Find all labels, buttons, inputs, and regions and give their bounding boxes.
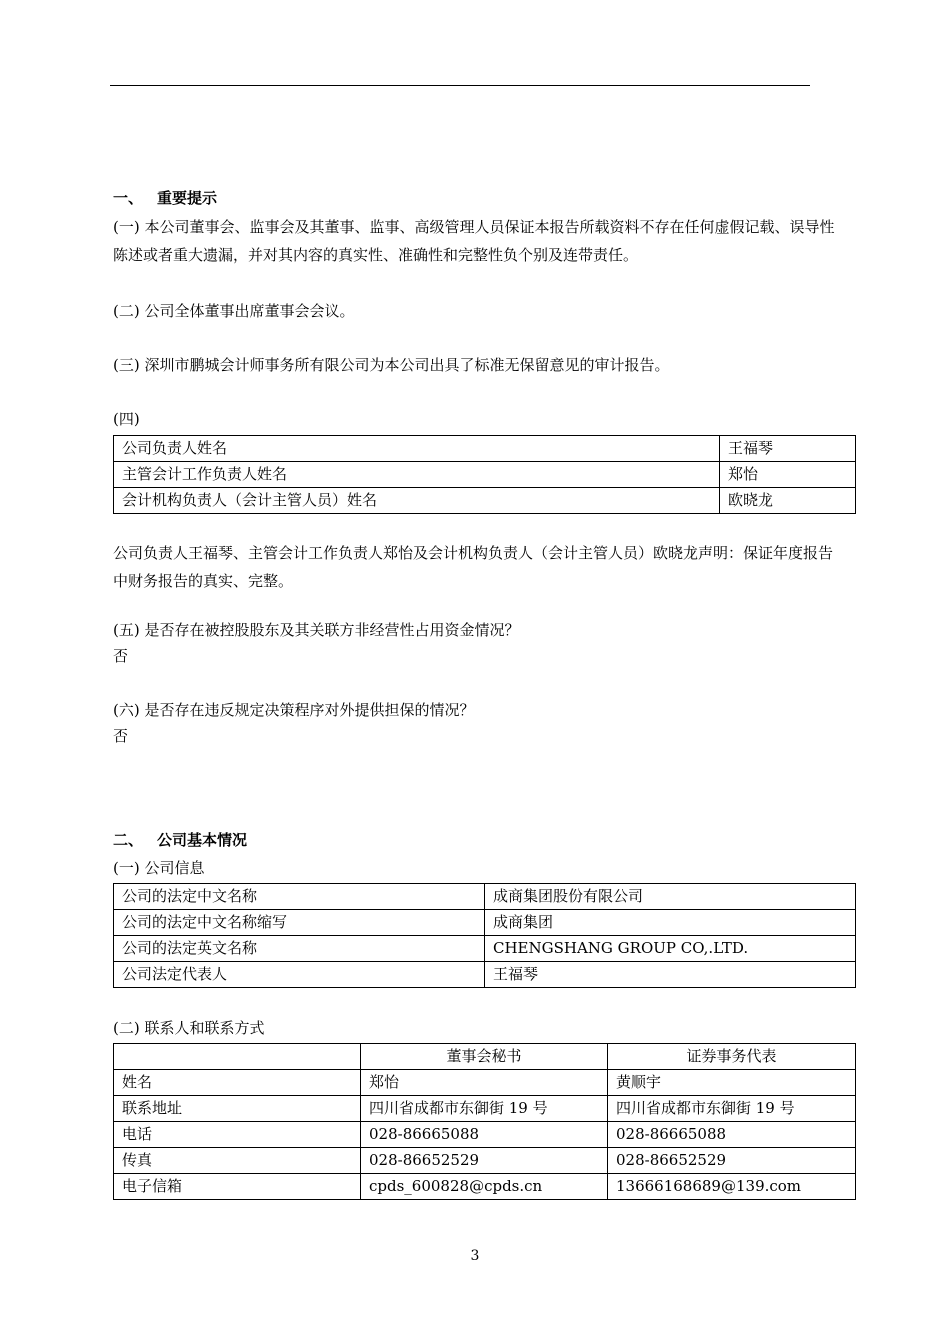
table-row	[114, 1122, 856, 1148]
table-cell-value: 王福琴	[485, 962, 856, 988]
table-cell: 电子信箱	[114, 1174, 361, 1200]
section-1-number: 一、	[113, 189, 144, 207]
table-row	[114, 488, 856, 514]
officers-statement: 公司负责人王福琴、主管会计工作负责人郑怡及会计机构负责人（会计主管人员）欧晓龙声明：保证年度报告中财务报告的真实、完整。	[113, 544, 834, 590]
table-cell-label: 主管会计工作负责人姓名	[114, 462, 720, 488]
section-2-number: 二、	[113, 831, 144, 849]
item-6-question: (六) 是否存在违反规定决策程序对外提供担保的情况？	[113, 701, 475, 719]
page-number: 3	[470, 1248, 480, 1264]
table-cell: 黄顺宇	[608, 1070, 856, 1096]
table-cell-label: 公司负责人姓名	[114, 436, 720, 462]
section-1-heading	[113, 187, 217, 208]
company-info-title: (一) 公司信息	[113, 859, 205, 877]
item-5-answer: 否	[113, 647, 129, 665]
table-cell: 联系地址	[114, 1096, 361, 1122]
table-cell: 四川省成都市东御街 19 号	[361, 1096, 608, 1122]
item-5-question: (五) 是否存在被控股股东及其关联方非经营性占用资金情况？	[113, 621, 520, 639]
item-1-paragraph: (一) 本公司董事会、监事会及其董事、监事、高级管理人员保证本报告所载资料不存在任何虚假记载、误导性陈述或者重大遗漏，并对其内容的真实性、准确性和完整性负个别及连带责任。	[113, 218, 835, 264]
table-cell: 姓名	[114, 1070, 361, 1096]
section-1-title: 重要提示	[157, 189, 218, 207]
section-2-heading	[113, 829, 247, 850]
table-cell: 传真	[114, 1148, 361, 1174]
table-cell-value: 成商集团	[485, 910, 856, 936]
header-rule	[110, 85, 810, 86]
contact-info-title: (二) 联系人和联系方式	[113, 1019, 265, 1037]
table-row	[114, 462, 856, 488]
table-header-cell	[114, 1044, 361, 1070]
table-row	[114, 1070, 856, 1096]
table-cell: 13666168689@139.com	[608, 1174, 856, 1200]
table-cell: 028-86652529	[608, 1148, 856, 1174]
table-cell-value: 成商集团股份有限公司	[485, 884, 856, 910]
table-row	[114, 1096, 856, 1122]
table-cell: 郑怡	[361, 1070, 608, 1096]
item-2-paragraph: (二) 公司全体董事出席董事会会议。	[113, 302, 355, 320]
contact-table	[113, 1043, 856, 1200]
table-row	[114, 910, 856, 936]
table-cell: 四川省成都市东御街 19 号	[608, 1096, 856, 1122]
section-2-title: 公司基本情况	[157, 831, 248, 849]
table-row	[114, 884, 856, 910]
table-header-cell: 证券事务代表	[608, 1044, 856, 1070]
table-cell: 028-86652529	[361, 1148, 608, 1174]
table-cell-value: CHENGSHANG GROUP CO,.LTD.	[485, 936, 856, 962]
table-cell: 028-86665088	[608, 1122, 856, 1148]
table-row	[114, 436, 856, 462]
table-header-cell: 董事会秘书	[361, 1044, 608, 1070]
table-cell-label: 公司的法定中文名称	[114, 884, 485, 910]
table-cell-label: 公司的法定中文名称缩写	[114, 910, 485, 936]
table-row	[114, 936, 856, 962]
table-row	[114, 1174, 856, 1200]
table-cell-value: 王福琴	[720, 436, 856, 462]
table-row	[114, 1148, 856, 1174]
table-cell: cpds_600828@cpds.cn	[361, 1174, 608, 1200]
table-cell-label: 会计机构负责人（会计主管人员）姓名	[114, 488, 720, 514]
table-header-row	[114, 1044, 856, 1070]
table-cell-value: 欧晓龙	[720, 488, 856, 514]
table-cell-label: 公司的法定英文名称	[114, 936, 485, 962]
table-row	[114, 962, 856, 988]
item-6-answer: 否	[113, 727, 129, 745]
table-cell: 电话	[114, 1122, 361, 1148]
table-cell-value: 郑怡	[720, 462, 856, 488]
company-info-table	[113, 883, 856, 988]
item-3-paragraph: (三) 深圳市鹏城会计师事务所有限公司为本公司出具了标准无保留意见的审计报告。	[113, 356, 670, 374]
table-cell: 028-86665088	[361, 1122, 608, 1148]
officers-table	[113, 435, 856, 514]
item-4-label: (四)	[113, 410, 140, 428]
table-cell-label: 公司法定代表人	[114, 962, 485, 988]
